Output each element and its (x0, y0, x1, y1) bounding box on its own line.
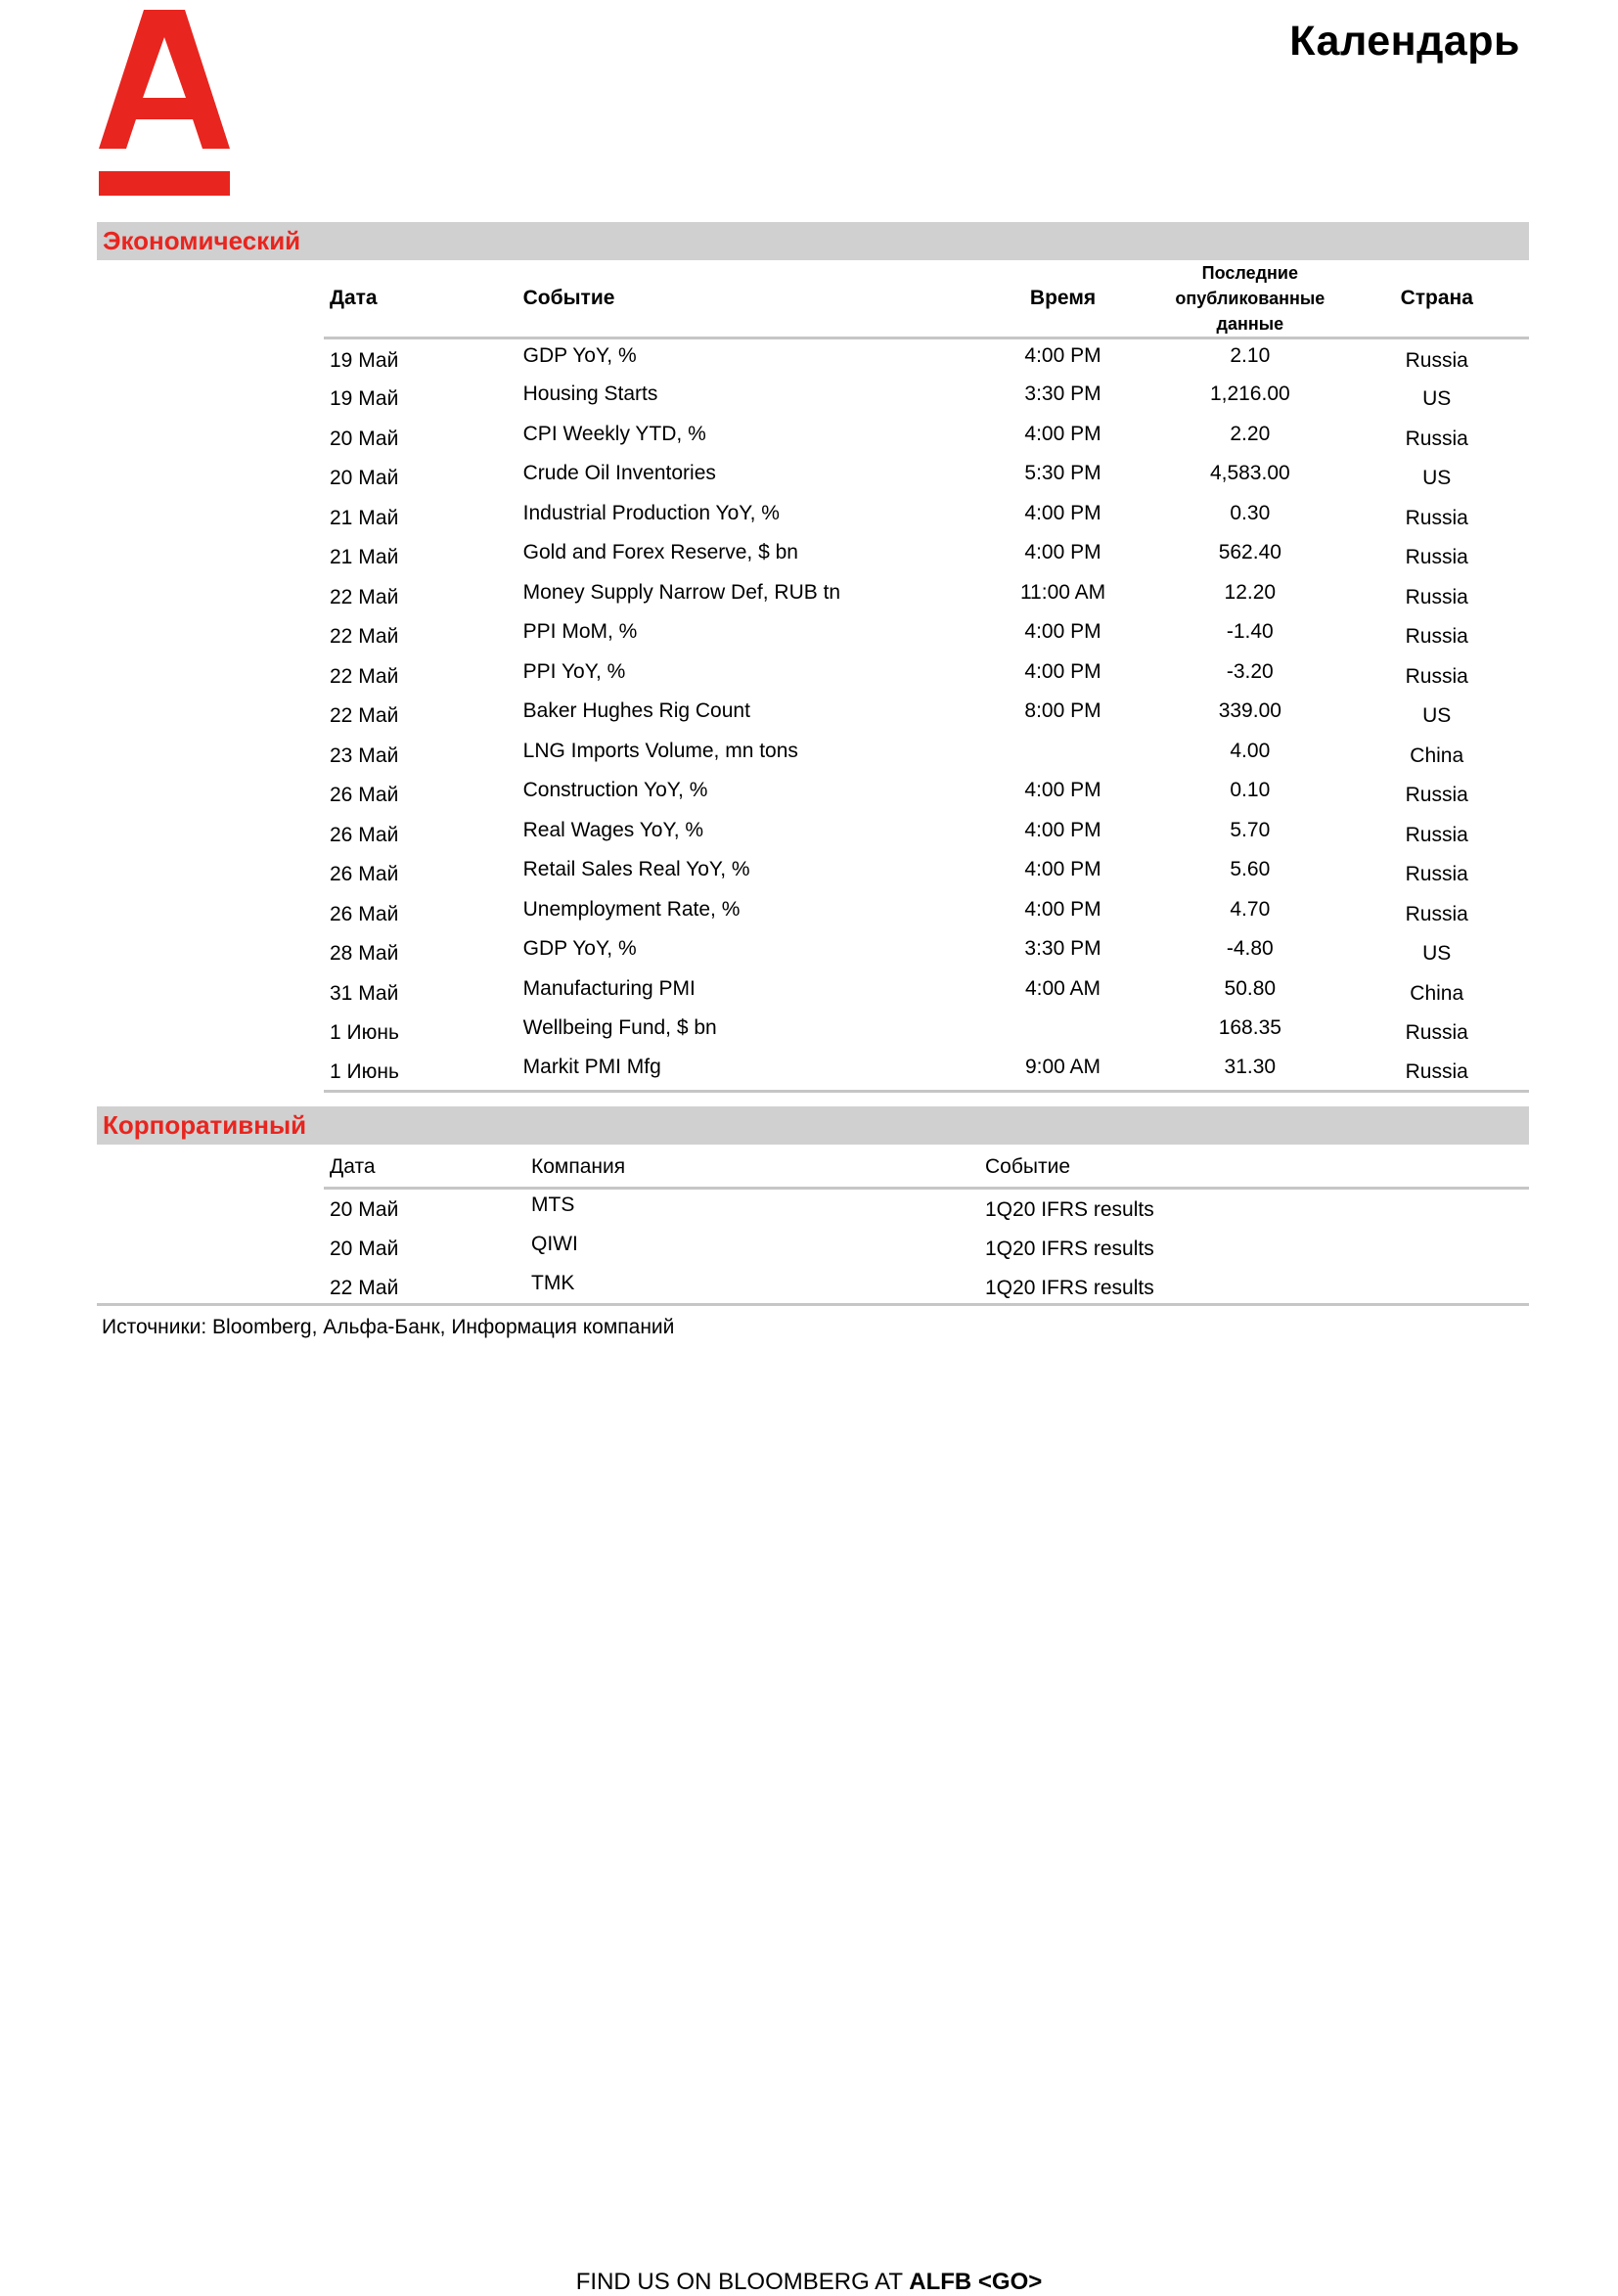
cell-last-published (1155, 893, 1344, 933)
cell-last-published (1155, 814, 1344, 854)
cell-date-text: 26 Май (330, 823, 399, 846)
cell-country (1344, 1012, 1529, 1052)
table-row (324, 932, 1529, 972)
cell-country (1344, 338, 1529, 379)
cell-event (523, 536, 970, 576)
cell-date-text: 26 Май (330, 863, 399, 886)
corp-cell-date (324, 1228, 531, 1268)
table-row (324, 774, 1529, 814)
table-row (324, 338, 1529, 379)
table-row (324, 1228, 1529, 1268)
cell-event (523, 457, 970, 497)
table-row (324, 893, 1529, 933)
cell-last-published (1155, 735, 1344, 775)
table-row (324, 1052, 1529, 1092)
cell-time (970, 536, 1155, 576)
cell-date (324, 497, 523, 537)
cell-country (1344, 695, 1529, 735)
cell-time (970, 893, 1155, 933)
cell-time (970, 655, 1155, 696)
cell-last-published (1155, 615, 1344, 655)
cell-time (970, 853, 1155, 893)
cell-country (1344, 615, 1529, 655)
cell-last-published-text: 4.00 (1230, 739, 1271, 762)
cell-country (1344, 457, 1529, 497)
cell-last-published-text: 5.70 (1230, 818, 1271, 841)
cell-time-text: 4:00 PM (1024, 501, 1101, 524)
table-row (324, 972, 1529, 1013)
corp-cell-date-text: 20 Май (330, 1198, 399, 1221)
table-row (324, 615, 1529, 655)
cell-date (324, 378, 523, 418)
cell-date-text: 20 Май (330, 467, 399, 490)
cell-date-text: 26 Май (330, 784, 399, 807)
cell-time-text: 9:00 AM (1024, 1056, 1101, 1078)
cell-last-published (1155, 774, 1344, 814)
logo-underline (99, 171, 230, 196)
cell-time (970, 457, 1155, 497)
cell-date-text: 28 Май (330, 942, 399, 966)
cell-time-text: 4:00 PM (1024, 897, 1101, 921)
cell-last-published-text: 12.20 (1224, 580, 1277, 604)
corp-col-header-event: Событие (985, 1148, 1529, 1188)
cell-last-published-text: 168.35 (1218, 1016, 1281, 1040)
cell-country (1344, 972, 1529, 1013)
cell-time (970, 378, 1155, 418)
economic-section-title: Экономический (103, 226, 301, 255)
cell-date-text: 22 Май (330, 664, 399, 688)
table-row (324, 1012, 1529, 1052)
cell-date (324, 735, 523, 775)
cell-last-published-text: 2.10 (1230, 343, 1271, 367)
cell-event (523, 774, 970, 814)
cell-last-published (1155, 853, 1344, 893)
cell-time (970, 418, 1155, 458)
cell-date-text: 23 Май (330, 743, 399, 767)
cell-event (523, 695, 970, 735)
corp-col-header-date: Дата (324, 1148, 531, 1188)
cell-date-text: 22 Май (330, 585, 399, 608)
cell-country-text: Russia (1405, 902, 1468, 925)
cell-date (324, 853, 523, 893)
corp-cell-event-text: 1Q20 IFRS results (985, 1277, 1154, 1300)
cell-time (970, 774, 1155, 814)
cell-time (970, 1012, 1155, 1052)
cell-country-text: Russia (1405, 546, 1468, 569)
cell-last-published-text: 2.20 (1230, 422, 1271, 445)
cell-last-published (1155, 972, 1344, 1013)
logo-letter-a (99, 10, 230, 149)
cell-date-text: 26 Май (330, 902, 399, 925)
corporate-section-bar (97, 1106, 1529, 1145)
cell-date-text: 31 Май (330, 981, 399, 1005)
cell-event-text: Construction YoY, % (522, 779, 708, 802)
cell-time-text: 3:30 PM (1024, 383, 1101, 406)
cell-time (970, 932, 1155, 972)
cell-date-text: 1 Июнь (330, 1060, 399, 1083)
corp-cell-company-text: TMK (531, 1272, 575, 1295)
table-row (324, 457, 1529, 497)
cell-last-published-text: 0.10 (1230, 779, 1271, 802)
cell-time-text: 4:00 PM (1024, 659, 1101, 683)
cell-event-text: Manufacturing PMI (522, 976, 696, 1000)
cell-last-published (1155, 695, 1344, 735)
cell-country (1344, 378, 1529, 418)
page-title: Календарь (1289, 18, 1520, 65)
sources-note: Источники: Bloomberg, Альфа-Банк, Информация компаний (102, 1316, 675, 1338)
cell-event (523, 1012, 970, 1052)
corp-cell-date (324, 1267, 531, 1307)
cell-date (324, 695, 523, 735)
corp-cell-event (985, 1188, 1529, 1228)
cell-time (970, 814, 1155, 854)
corp-cell-date-text: 20 Май (330, 1237, 399, 1260)
corp-cell-date (324, 1188, 531, 1228)
cell-event (523, 655, 970, 696)
cell-date (324, 457, 523, 497)
col-header-country: Страна (1344, 260, 1529, 338)
cell-time-text: 4:00 PM (1024, 858, 1101, 881)
cell-event (523, 497, 970, 537)
cell-last-published-text: -3.20 (1226, 659, 1274, 683)
cell-country-text: Russia (1405, 664, 1468, 688)
col-header-event: Событие (523, 260, 970, 338)
cell-country-text: Russia (1405, 585, 1468, 608)
cell-country-text: US (1422, 942, 1452, 966)
cell-country (1344, 853, 1529, 893)
cell-event-text: PPI YoY, % (522, 659, 626, 683)
cell-last-published-text: -4.80 (1226, 937, 1274, 961)
cell-time (970, 695, 1155, 735)
cell-event (523, 1052, 970, 1092)
economic-table-body (324, 338, 1529, 1092)
cell-last-published (1155, 457, 1344, 497)
cell-time-text: 5:30 PM (1024, 462, 1101, 485)
cell-time (970, 1052, 1155, 1092)
cell-country-text: US (1422, 387, 1452, 411)
cell-last-published (1155, 1052, 1344, 1092)
cell-event-text: Gold and Forex Reserve, $ bn (522, 541, 798, 564)
table-row (324, 576, 1529, 616)
table-row (324, 735, 1529, 775)
cell-last-published-text: 5.60 (1230, 858, 1271, 881)
corp-cell-event (985, 1267, 1529, 1307)
cell-date (324, 774, 523, 814)
cell-last-published-text: 0.30 (1230, 501, 1271, 524)
cell-date (324, 655, 523, 696)
cell-last-published (1155, 655, 1344, 696)
cell-event-text: Baker Hughes Rig Count (522, 699, 750, 723)
cell-time-text: 8:00 PM (1024, 699, 1101, 723)
cell-date (324, 338, 523, 379)
cell-country (1344, 774, 1529, 814)
cell-last-published (1155, 418, 1344, 458)
table-row (324, 853, 1529, 893)
cell-last-published-text: 4.70 (1230, 897, 1271, 921)
cell-time (970, 576, 1155, 616)
cell-time-text: 4:00 PM (1024, 818, 1101, 841)
corp-cell-date-text: 22 Май (330, 1277, 399, 1300)
corporate-table-body (324, 1188, 1529, 1307)
cell-last-published (1155, 497, 1344, 537)
cell-date-text: 20 Май (330, 427, 399, 450)
corporate-section-title: Корпоративный (103, 1110, 307, 1140)
corp-cell-event (985, 1228, 1529, 1268)
cell-last-published (1155, 338, 1344, 379)
cell-time-text: 4:00 AM (1024, 976, 1101, 1000)
cell-time-text: 11:00 AM (1019, 580, 1106, 604)
table-row (324, 378, 1529, 418)
cell-date (324, 418, 523, 458)
cell-date (324, 932, 523, 972)
cell-country (1344, 735, 1529, 775)
cell-event (523, 893, 970, 933)
cell-date-text: 1 Июнь (330, 1021, 399, 1045)
cell-last-published (1155, 378, 1344, 418)
corp-col-header-company: Компания (531, 1148, 985, 1188)
cell-date-text: 19 Май (330, 387, 399, 411)
cell-event-text: GDP YoY, % (522, 343, 637, 367)
cell-country (1344, 576, 1529, 616)
cell-event (523, 932, 970, 972)
cell-last-published-text: 4,583.00 (1209, 462, 1290, 485)
cell-date (324, 576, 523, 616)
cell-time-text: 4:00 PM (1024, 541, 1101, 564)
cell-country (1344, 932, 1529, 972)
col-header-date: Дата (324, 260, 523, 338)
cell-country-text: Russia (1405, 506, 1468, 529)
table-row (324, 1267, 1529, 1307)
cell-country-text: US (1422, 467, 1452, 490)
cell-country-text: Russia (1405, 427, 1468, 450)
cell-event-text: Wellbeing Fund, $ bn (522, 1016, 717, 1040)
corporate-table-bottom-rule (97, 1303, 1529, 1306)
cell-country (1344, 536, 1529, 576)
cell-event (523, 338, 970, 379)
table-row (324, 497, 1529, 537)
cell-country (1344, 655, 1529, 696)
cell-event-text: Unemployment Rate, % (522, 897, 741, 921)
cell-last-published-text: 50.80 (1224, 976, 1277, 1000)
economic-section-bar (97, 222, 1529, 260)
cell-country (1344, 814, 1529, 854)
cell-date (324, 615, 523, 655)
cell-event (523, 972, 970, 1013)
cell-event-text: LNG Imports Volume, mn tons (522, 739, 798, 762)
cell-country (1344, 893, 1529, 933)
cell-date (324, 893, 523, 933)
cell-event (523, 576, 970, 616)
cell-event-text: CPI Weekly YTD, % (522, 422, 706, 445)
corp-cell-event-text: 1Q20 IFRS results (985, 1198, 1154, 1221)
corp-cell-event-text: 1Q20 IFRS results (985, 1237, 1154, 1260)
cell-country-text: China (1410, 743, 1464, 767)
cell-last-published (1155, 1012, 1344, 1052)
cell-event (523, 814, 970, 854)
cell-time (970, 497, 1155, 537)
cell-event-text: Crude Oil Inventories (522, 462, 716, 485)
cell-date-text: 21 Май (330, 506, 399, 529)
table-row (324, 814, 1529, 854)
cell-time (970, 735, 1155, 775)
corp-cell-company-text: QIWI (531, 1232, 578, 1255)
economic-header-row (324, 260, 1529, 338)
cell-last-published (1155, 536, 1344, 576)
cell-country-text: Russia (1405, 1021, 1468, 1045)
cell-last-published-text: 339.00 (1218, 699, 1281, 723)
corp-cell-company (531, 1228, 985, 1268)
cell-country-text: Russia (1405, 348, 1468, 372)
cell-date (324, 814, 523, 854)
corp-cell-company-text: MTS (531, 1193, 575, 1216)
cell-country-text: Russia (1405, 863, 1468, 886)
col-header-last-published: Последние опубликованные данные (1155, 260, 1344, 338)
cell-country (1344, 497, 1529, 537)
cell-time-text: 4:00 PM (1024, 779, 1101, 802)
cell-last-published-text: -1.40 (1226, 620, 1274, 644)
cell-country-text: Russia (1405, 625, 1468, 649)
cell-event-text: Markit PMI Mfg (522, 1056, 661, 1078)
cell-event (523, 735, 970, 775)
cell-date-text: 22 Май (330, 704, 399, 728)
corp-cell-company (531, 1267, 985, 1307)
table-row (324, 1188, 1529, 1228)
table-row (324, 536, 1529, 576)
cell-time-text: 4:00 PM (1024, 422, 1101, 445)
cell-event (523, 853, 970, 893)
cell-country (1344, 1052, 1529, 1092)
cell-event-text: PPI MoM, % (522, 620, 638, 644)
corp-cell-company (531, 1188, 985, 1228)
cell-last-published-text: 31.30 (1224, 1056, 1277, 1078)
cell-date-text: 22 Май (330, 625, 399, 649)
cell-time (970, 615, 1155, 655)
footer-prefix: FIND US ON BLOOMBERG AT (575, 2269, 910, 2295)
cell-time-text: 4:00 PM (1024, 343, 1101, 367)
cell-date (324, 972, 523, 1013)
footer-bloomberg (0, 2269, 1618, 2296)
table-row (324, 695, 1529, 735)
cell-last-published-text: 1,216.00 (1209, 383, 1290, 406)
cell-date (324, 1052, 523, 1092)
cell-last-published-text: 562.40 (1218, 541, 1281, 564)
cell-country-text: Russia (1405, 823, 1468, 846)
cell-event-text: Money Supply Narrow Def, RUB tn (522, 580, 841, 604)
cell-date (324, 536, 523, 576)
cell-event (523, 418, 970, 458)
col-header-time: Время (970, 260, 1155, 338)
cell-date-text: 21 Май (330, 546, 399, 569)
cell-event (523, 378, 970, 418)
economic-calendar-table (324, 260, 1529, 1093)
cell-date-text: 19 Май (330, 348, 399, 372)
cell-time-text: 4:00 PM (1024, 620, 1101, 644)
table-row (324, 418, 1529, 458)
corporate-calendar-table (324, 1148, 1529, 1307)
cell-event-text: Industrial Production YoY, % (522, 501, 780, 524)
cell-country-text: Russia (1405, 784, 1468, 807)
cell-country-text: US (1422, 704, 1452, 728)
cell-last-published (1155, 932, 1344, 972)
cell-event-text: Real Wages YoY, % (522, 818, 704, 841)
cell-event-text: Retail Sales Real YoY, % (522, 858, 750, 881)
corporate-header-row (324, 1148, 1529, 1188)
cell-last-published (1155, 576, 1344, 616)
alfa-bank-logo (99, 10, 230, 196)
cell-event-text: Housing Starts (522, 383, 658, 406)
table-row (324, 655, 1529, 696)
cell-event (523, 615, 970, 655)
cell-date (324, 1012, 523, 1052)
cell-time (970, 338, 1155, 379)
cell-time (970, 972, 1155, 1013)
cell-country (1344, 418, 1529, 458)
cell-country-text: Russia (1405, 1060, 1468, 1083)
cell-time-text: 3:30 PM (1024, 937, 1101, 961)
footer-ticker: ALFB <GO> (909, 2269, 1043, 2295)
cell-event-text: GDP YoY, % (522, 937, 637, 961)
cell-country-text: China (1410, 981, 1464, 1005)
